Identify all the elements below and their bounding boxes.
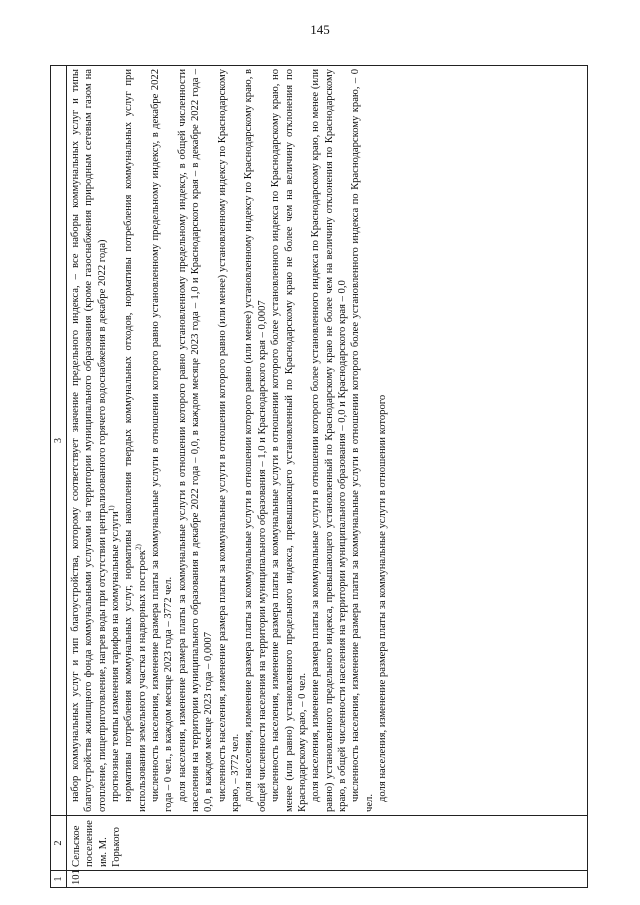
footnote-2: 2) (134, 544, 143, 551)
settlement-name: Сельское поселение им. М. Горького (67, 816, 588, 871)
footnote-1: 1) (107, 505, 116, 512)
paragraph-tariff-rates-text: прогнозные темпы изменения тарифов на коммунальные услуги (110, 511, 122, 802)
header-col-1: 1 (51, 871, 67, 888)
paragraph-population-equal: численность населения, изменение размера платы за коммунальные услуги в отношении которого равно установленному предельному индексу, в декабре 2022 года – 0 чел., в каждом месяце 2023 года – 3772 чел. (150, 69, 175, 812)
paragraph-share-more: доля населения, изменение размера платы за коммунальные услуги в отношении которого (376, 394, 388, 802)
page-number: 145 (310, 22, 330, 37)
paragraph-norms (122, 69, 149, 812)
table-row (67, 66, 588, 888)
indicators-cell (67, 66, 588, 816)
paragraph-population-more: численность населения, изменение размера платы за коммунальные услуги в отношении которого более установленного индекса по Краснодарскому краю, – 0 чел. (350, 69, 375, 812)
tariff-table (50, 65, 588, 888)
paragraph-share-less: доля населения, изменение размера платы за коммунальные услуги в отношении которого равно (или менее) установленному индексу по Краснодарскому краю, в общей численности населения на территории муниципального образования – 1,0 и Краснодарского края – 0,0007 (243, 69, 268, 812)
paragraph-service-set: набор коммунальных услуг и тип благоустройства, которому соответствует значение предельного индекса, – все наборы коммунальных услуг и типы благоустройства жилищного фонда коммунальными услугами на территории муниципального образования (кроме газоснабжения природным сетевым газом на отопление, пищеприготовление, нагрев воды при отсутствии централизованного горячего водоснабжения в декабре 2022 года) (70, 69, 108, 812)
paragraph-population-between: численность населения, изменение размера платы за коммунальные услуги в отношении которого более установленного индекса по Краснодарскому краю, но менее (или равно) установленного предельного индекса, превышающего установленный по Краснодарскому краю не более чем на величину отклонения по Краснодарскому краю, – 0 чел. (270, 69, 308, 812)
paragraph-tariff-rates (109, 69, 122, 812)
header-col-3: 3 (51, 66, 67, 816)
paragraph-share-between: доля населения, изменение размера платы за коммунальные услуги в отношении которого более установленного индекса по Краснодарскому краю, но менее (или равно) установленного предельного индекса, превышающего установленный по Краснодарскому краю не более чем на величину отклонения по Краснодарскому краю, в общей численности населения на территории муниципального образования – 0,0 и Краснодарского края – 0,0 (310, 69, 348, 812)
header-col-2: 2 (51, 816, 67, 871)
rotated-table-container (50, 66, 588, 888)
paragraph-norms-text: нормативы потребления коммунальных услуг, нормативы накопления твердых коммунальных отходов, нормативы потребления коммунальных услуг при использовании земельного участка и надворных построек (123, 69, 148, 812)
row-number: 101 (67, 871, 588, 888)
table-header-row (51, 66, 67, 888)
paragraph-population-less: численность населения, изменение размера платы за коммунальные услуги в отношении которого равно (или менее) установленному индексу по Краснодарскому краю, – 3772 чел. (216, 69, 242, 812)
paragraph-share-equal: доля населения, изменение размера платы за коммунальные услуги в отношении которого равно установленному предельному индексу, в общей численности населения на территории муниципального образования в декабре 2022 года – 0,0, в каждом месяце 2023 года – 1,0 и Краснодарского края – в декабре 2022 года – 0,0, в каждом месяце 2023 года – 0,0007 (176, 69, 215, 812)
